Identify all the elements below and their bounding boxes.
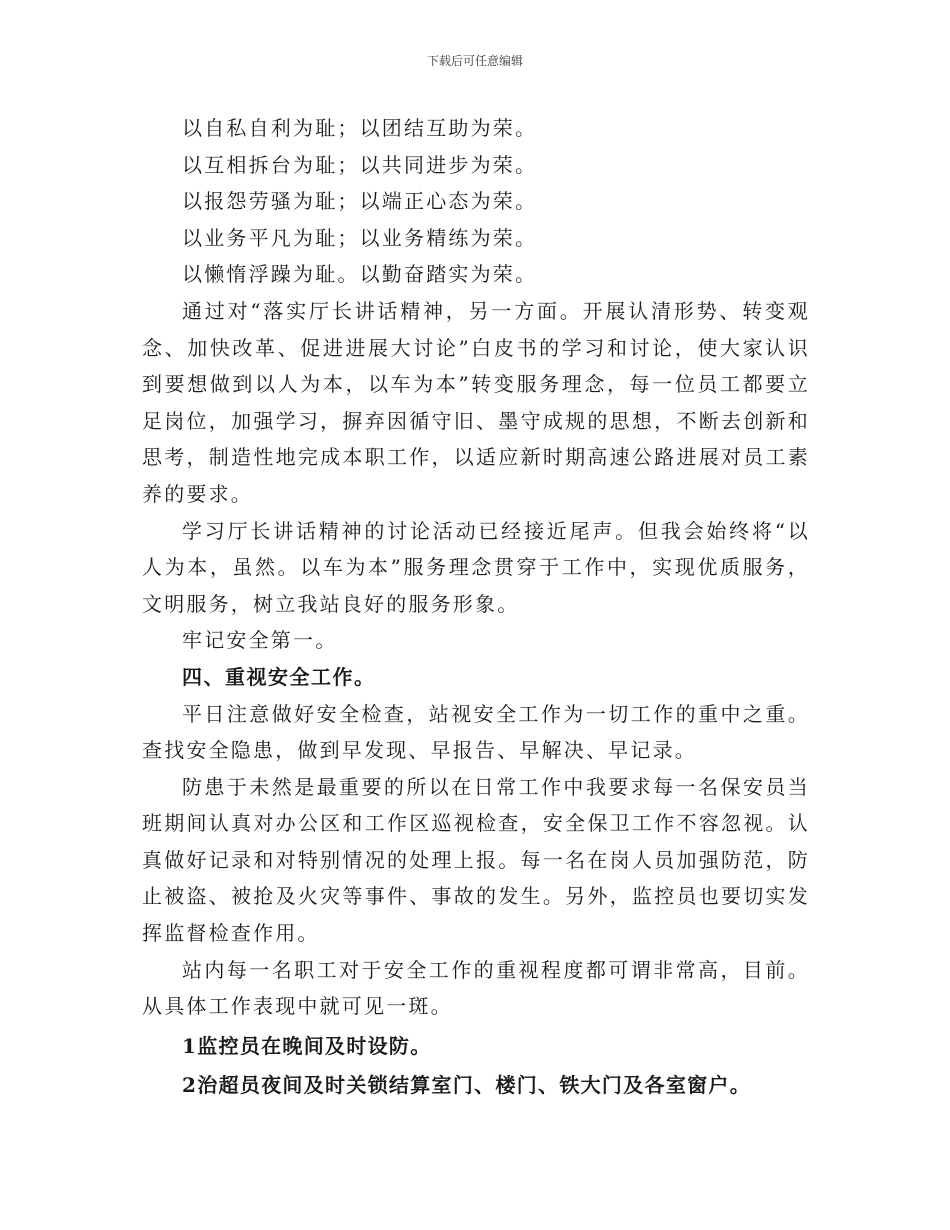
section-heading: 四、重视安全工作。 — [182, 664, 376, 689]
paragraph: 以互相拆台为耻；以共同进步为荣。 — [182, 152, 538, 177]
paragraph: 防患于未然是最重要的所以在日常工作中我要求每一名保安员当班期间认真对办公区和工作区巡视检查，安全保卫工作不容忽视。认真做好记录和对特别情况的处理上报。每一名在岗人员加强防范，防止被盗、被抢及火灾等事件、事故的发生。另外，监控员也要切实发挥监督检查作用。 — [142, 774, 810, 946]
paragraph: 以报怨劳骚为耻；以端正心态为荣。 — [182, 189, 538, 214]
paragraph: 通过对“落实厅长讲话精神，另一方面。开展认清形势、转变观念、加快改革、促进进展大讨论”白皮书的学习和讨论，使大家认识到要想做到以人为本，以车为本”转变服务理念，每一位员工都要立足岗位，加强学习，摒弃因循守旧、墨守成规的思想，不断去创新和思考，制造性地完成本职工作，以适应新时期高速公路进展对员工素养的要求。 — [142, 298, 810, 506]
page-header: 下载后可任意编辑 — [426, 54, 523, 68]
paragraph: 牢记安全第一。 — [182, 628, 338, 653]
numbered-item: 2治超员夜间及时关锁结算室门、楼门、铁大门及各室窗户。 — [182, 1073, 752, 1098]
paragraph: 以懒惰浮躁为耻。以勤奋踏实为荣。 — [182, 262, 538, 287]
paragraph: 以业务平凡为耻；以业务精练为荣。 — [182, 225, 538, 250]
numbered-item: 1监控员在晚间及时设防。 — [182, 1033, 432, 1058]
paragraph: 学习厅长讲话精神的讨论活动已经接近尾声。但我会始终将“以人为本，虽然。以车为本”服务理念贯穿于工作中，实现优质服务，文明服务，树立我站良好的服务形象。 — [142, 518, 810, 616]
paragraph: 站内每一名职工对于安全工作的重视程度都可谓非常高，目前。从具体工作表现中就可见一斑。 — [142, 957, 810, 1019]
document-body — [142, 110, 810, 1104]
paragraph: 以自私自利为耻；以团结互助为荣。 — [182, 116, 538, 140]
paragraph: 平日注意做好安全检查，站视安全工作为一切工作的重中之重。查找安全隐患，做到早发现、早报告、早解决、早记录。 — [142, 701, 810, 763]
